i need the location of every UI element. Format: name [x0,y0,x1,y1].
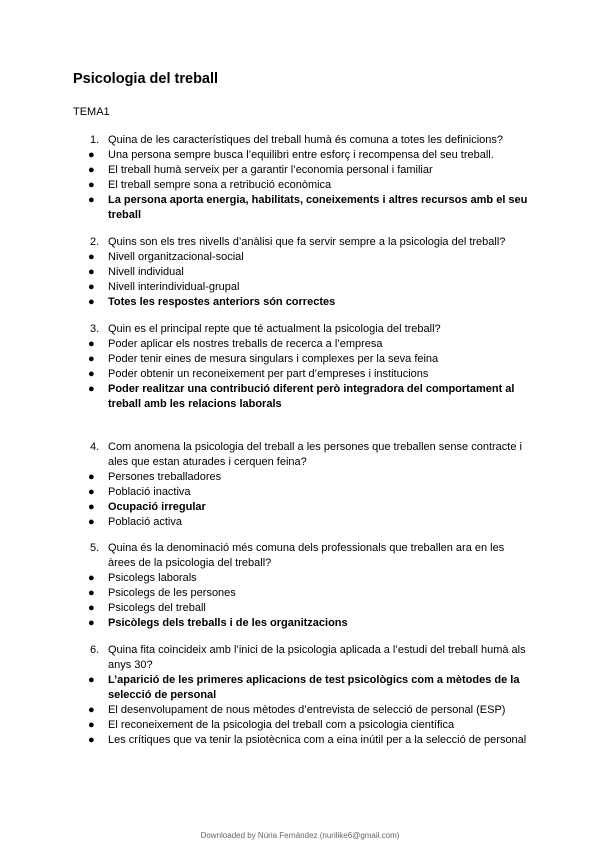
bullet-icon: ● [88,486,95,498]
question-block [73,541,533,631]
answer-option-correct [73,382,533,412]
bullet-icon: ● [88,251,95,263]
bullet-icon: ● [88,587,95,599]
bullet-icon: ● [88,194,95,206]
bullet-icon: ● [88,501,95,513]
answer-text: El treball humà serveix per a garantir l’economia personal i familiar [108,164,433,176]
answer-option [73,148,533,163]
answer-text: Una persona sempre busca l’equilibri entre esforç i recompensa del seu treball. [108,149,494,161]
bullet-icon: ● [88,572,95,584]
answer-option-correct [73,616,533,631]
answer-option [73,470,533,485]
answer-option [73,586,533,601]
bullet-icon: ● [88,353,95,365]
answer-option [73,485,533,500]
answer-text: Nivell interindividual-grupal [108,281,240,293]
answer-option-correct [73,673,533,703]
question-text [73,322,533,337]
answer-text: El desenvolupament de nous mètodes d’entrevista de selecció de personal (ESP) [108,704,506,716]
answer-option [73,250,533,265]
answer-text: El reconeixement de la psicologia del treball com a psicologia científica [108,719,455,731]
answer-text: Persones treballadores [108,471,222,483]
question-block [73,440,533,530]
question-text [73,643,533,673]
answer-text: Poder tenir eines de mesura singulars i complexes per la seva feina [108,353,439,365]
bullet-icon: ● [88,704,95,716]
bullet-icon: ● [88,281,95,293]
question-block [73,322,533,412]
answer-text: Totes les respostes anteriors són correctes [108,296,336,308]
answer-text: Les crítiques que va tenir la psiotècnica com a eina inútil per a la selecció de personal [108,734,527,746]
bullet-icon: ● [88,471,95,483]
question-label: Quina és la denominació més comuna dels professionals que treballen ara en les àrees de la psicologia del treball? [108,542,505,569]
answer-text: Nivell individual [108,266,184,278]
bullet-icon: ● [88,617,95,629]
bullet-icon: ● [88,674,95,686]
answer-text: Poder realitzar una contribució diferent però integradora del comportament al treball amb les relacions laborals [108,383,515,410]
question-text [73,541,533,571]
bullet-icon: ● [88,338,95,350]
answer-text: Població inactiva [108,486,191,498]
bullet-icon: ● [88,296,95,308]
question-label: Quin es el principal repte que té actualment la psicologia del treball? [108,323,441,335]
answer-option [73,718,533,733]
question-number: 3. [90,323,100,335]
answer-option-correct [73,295,533,310]
page-title: Psicologia del treball [73,71,219,87]
bullet-icon: ● [88,164,95,176]
answer-option [73,280,533,295]
bullet-icon: ● [88,383,95,395]
bullet-icon: ● [88,149,95,161]
answer-option [73,515,533,530]
question-block [73,643,533,748]
question-number: 2. [90,236,100,248]
answer-option-correct [73,500,533,515]
question-text [73,235,533,250]
question-number: 5. [90,542,100,554]
answer-text: El treball sempre sona a retribució econòmica [108,179,332,191]
answer-text: Psicolegs del treball [108,602,206,614]
answer-option [73,733,533,748]
question-number: 6. [90,644,100,656]
answer-text: L’aparició de les primeres aplicacions de test psicològics com a mètodes de la selecció de personal [108,674,520,701]
answer-option [73,163,533,178]
answer-option [73,367,533,382]
bullet-icon: ● [88,516,95,528]
question-label: Quina fita coincideix amb l’inici de la psicologia aplicada a l’estudi del treball humà als anys 30? [108,644,526,671]
question-number: 4. [90,441,100,453]
answer-option [73,178,533,193]
download-footer: Downloaded by Núria Fernández (nurilike6@gmail.com) [200,831,400,840]
question-label: Com anomena la psicologia del treball a les persones que treballen sense contracte i ales que estan aturades i cerquen feina? [108,441,522,468]
answer-text: Poder aplicar els nostres treballs de recerca a l’empresa [108,338,383,350]
bullet-icon: ● [88,266,95,278]
question-label: Quins son els tres nivells d’anàlisi que fa servir sempre a la psicologia del treball? [108,236,506,248]
bullet-icon: ● [88,734,95,746]
bullet-icon: ● [88,719,95,731]
answer-option [73,337,533,352]
bullet-icon: ● [88,179,95,191]
answer-text: Poder obtenir un reconeixement per part d’empreses i institucions [108,368,429,380]
question-text [73,133,533,148]
answer-option [73,352,533,367]
question-block [73,133,533,223]
question-block [73,235,533,310]
question-number: 1. [90,134,100,146]
answer-option [73,703,533,718]
section-label: TEMA1 [73,106,110,118]
question-text [73,440,533,470]
answer-text: Població activa [108,516,182,528]
answer-text: Psicòlegs dels treballs i de les organitzacions [108,617,348,629]
answer-option [73,265,533,280]
answer-text: Ocupació irregular [108,501,206,513]
answer-text: Psicolegs de les persones [108,587,236,599]
bullet-icon: ● [88,368,95,380]
answer-text: Nivell organitzacional-social [108,251,244,263]
answer-option-correct [73,193,533,223]
answer-option [73,571,533,586]
bullet-icon: ● [88,602,95,614]
answer-option [73,601,533,616]
question-label: Quina de les característiques del treball humà és comuna a totes les definicions? [108,134,503,146]
answer-text: Psicolegs laborals [108,572,197,584]
answer-text: La persona aporta energia, habilitats, coneixements i altres recursos amb el seu treball [108,194,528,221]
